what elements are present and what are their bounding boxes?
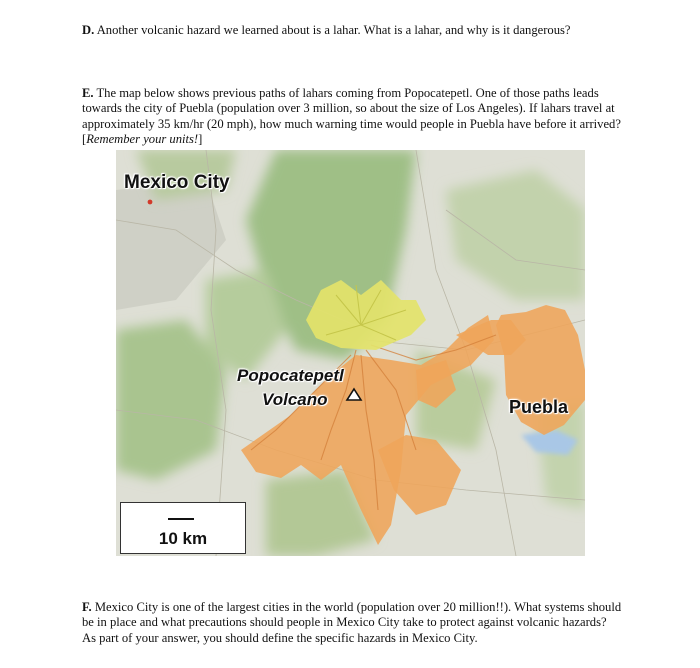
question-d-letter: D. (82, 22, 95, 37)
question-e (82, 86, 622, 148)
question-f-letter: F. (82, 599, 92, 614)
question-e-letter: E. (82, 85, 94, 100)
question-f (82, 600, 622, 647)
question-d-text: Another volcanic hazard we learned about is a lahar. What is a lahar, and why is it dangerous? (94, 22, 571, 37)
question-f-text: Mexico City is one of the largest cities in the world (population over 20 million!!). What systems should be in place and what precautions should people in Mexico City take to protect against volcanic hazards? As part of your answer, you should define the specific hazards in Mexico City. (82, 599, 622, 645)
scale-bar (168, 518, 194, 520)
label-mexico-city: Mexico City (124, 172, 230, 193)
question-e-text-end: ] (198, 132, 203, 147)
label-volcano: Volcano (262, 390, 328, 409)
question-e-emphasis: Remember your units! (86, 132, 199, 147)
lahar-map (116, 150, 585, 556)
scale-label: 10 km (158, 529, 208, 548)
question-d (82, 23, 622, 39)
map-graphic (116, 150, 585, 556)
label-puebla: Puebla (509, 397, 569, 417)
scale-box (120, 502, 246, 554)
question-e-text: The map below shows previous paths of lahars coming from Popocatepetl. One of those paths leads towards the city of Puebla (population over 3 million, so about the size of Los Angeles). If lahars travel at approximately 35 km/hr (20 mph), how much warning time would people in Puebla have before it arrived? [ (82, 85, 621, 147)
city-marker-icon (148, 200, 153, 205)
label-popocatepetl: Popocatepetl (237, 366, 344, 385)
